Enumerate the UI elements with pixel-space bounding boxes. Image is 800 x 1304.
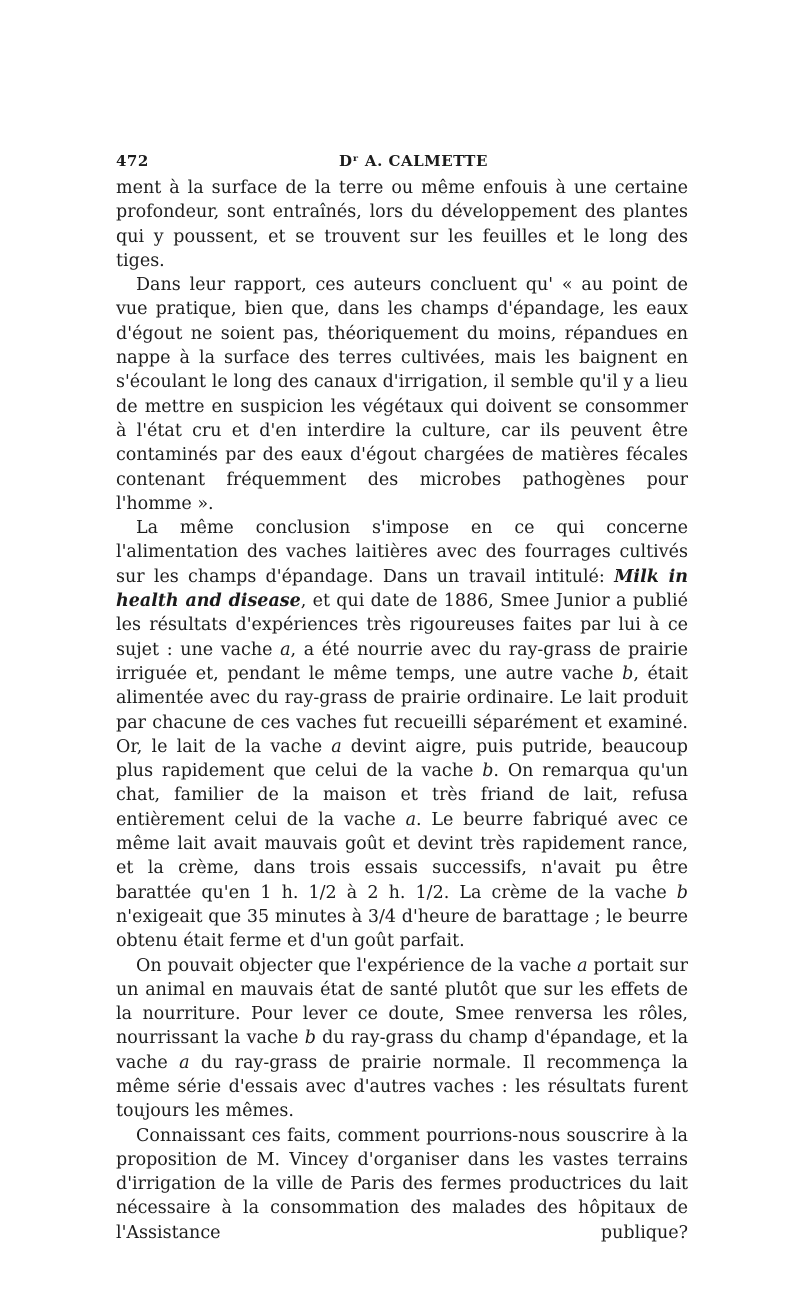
p3-text-c: , a été nourrie avec du ray-grass de prairie irriguée et, pendant le même temps, une autre vache [116, 639, 688, 684]
paragraph-4 [116, 954, 688, 1124]
cow-label: b [676, 882, 688, 903]
running-title: Dʳ A. CALMETTE [339, 152, 488, 170]
p3-text-a: La même conclusion s'impose en ce qui concerne l'alimentation des vaches laitières avec des fourrages cultivés sur les champs d'épandage. Dans un travail intitulé: [116, 518, 688, 587]
paragraph-2: Dans leur rapport, ces auteurs concluent qu' « au point de vue pratique, bien que, dans les champs d'épandage, les eaux d'égout ne soient pas, théoriquement du moins, répandues en nappe à la surface des terres cultivées, mais les baignent en s'écoulant le long des canaux d'irrigation, il semble qu'il y a lieu de mettre en suspicion les végétaux qui doivent se consommer à l'état cru et d'en interdire la culture, car ils peuvent être contaminés par des eaux d'égout chargées de matières fécales contenant fréquemment des microbes pathogènes pour l'homme ». [116, 275, 688, 514]
p3-text-b: , et qui date de 1886, Smee Junior a publié les résultats d'expériences très rigoureuses faites par lui à ce sujet : une vache [116, 591, 688, 660]
cow-label: b [622, 663, 634, 684]
p3-text-d: , était alimentée avec du ray-grass de prairie ordinaire. Le lait produit par chacune de ces vaches fut recueilli séparément et examiné. Or, le lait de la vache [116, 663, 688, 757]
running-head [116, 148, 688, 174]
p4-text-a: On pouvait objecter que l'expérience de la vache [136, 955, 578, 976]
book-page [116, 148, 688, 1245]
cow-label: a [331, 736, 342, 757]
paragraph-1: ment à la surface de la terre ou même enfouis à une certaine profondeur, sont entraînés, lors du développement des plantes qui y poussent, et se trouvent sur les feuilles et le long des tiges. [116, 178, 688, 271]
cow-label: a [405, 809, 416, 830]
paragraph-3 [116, 516, 688, 953]
body-text [116, 176, 688, 1245]
page-number: 472 [116, 152, 149, 170]
p4-text-d: du ray-grass de prairie normale. Il recommença la même série d'essais avec d'autres vaches : les résultats furent toujours les mêmes. [116, 1052, 688, 1122]
cited-work-title: Milk in health and disease [116, 566, 688, 612]
cow-label: a [280, 639, 291, 660]
cow-label: b [304, 1028, 316, 1049]
p3-text-h: n'exigeait que 35 minutes à 3/4 d'heure de barattage ; le beurre obtenu était ferme et d'un goût parfait. [116, 906, 688, 952]
cow-label: a [179, 1052, 190, 1073]
p3-text-f: . On remarqua qu'un chat, familier de la maison et très friand de lait, refusa entièrement celui de la vache [116, 761, 688, 830]
cow-label: b [482, 761, 494, 782]
p3-text-e: devint aigre, puis putride, beaucoup plus rapidement que celui de la vache [116, 736, 688, 782]
p3-text-g: . Le beurre fabriqué avec ce même lait avait mauvais goût et devint très rapidement rance, et la crème, dans trois essais successifs, n'avait pu être barattée qu'en 1 h. 1/2 à 2 h. 1/2. La crème de la vache [116, 809, 688, 903]
paragraph-5: Connaissant ces faits, comment pourrions-nous souscrire à la proposition de M. Vincey d'organiser dans les vastes terrains d'irrigation de la ville de Paris des fermes productrices du lait nécessaire à la consommation des malades des hôpitaux de l'Assistance publique? [116, 1125, 688, 1243]
p4-text-c: du ray-grass du champ d'épandage, et la vache [116, 1028, 689, 1073]
cow-label: a [577, 955, 588, 976]
p4-text-b: portait sur un animal en mauvais état de santé plutôt que sur les effets de la nourriture. Pour lever ce doute, Smee renversa les rôles, nourrissant la vache [116, 955, 688, 1049]
